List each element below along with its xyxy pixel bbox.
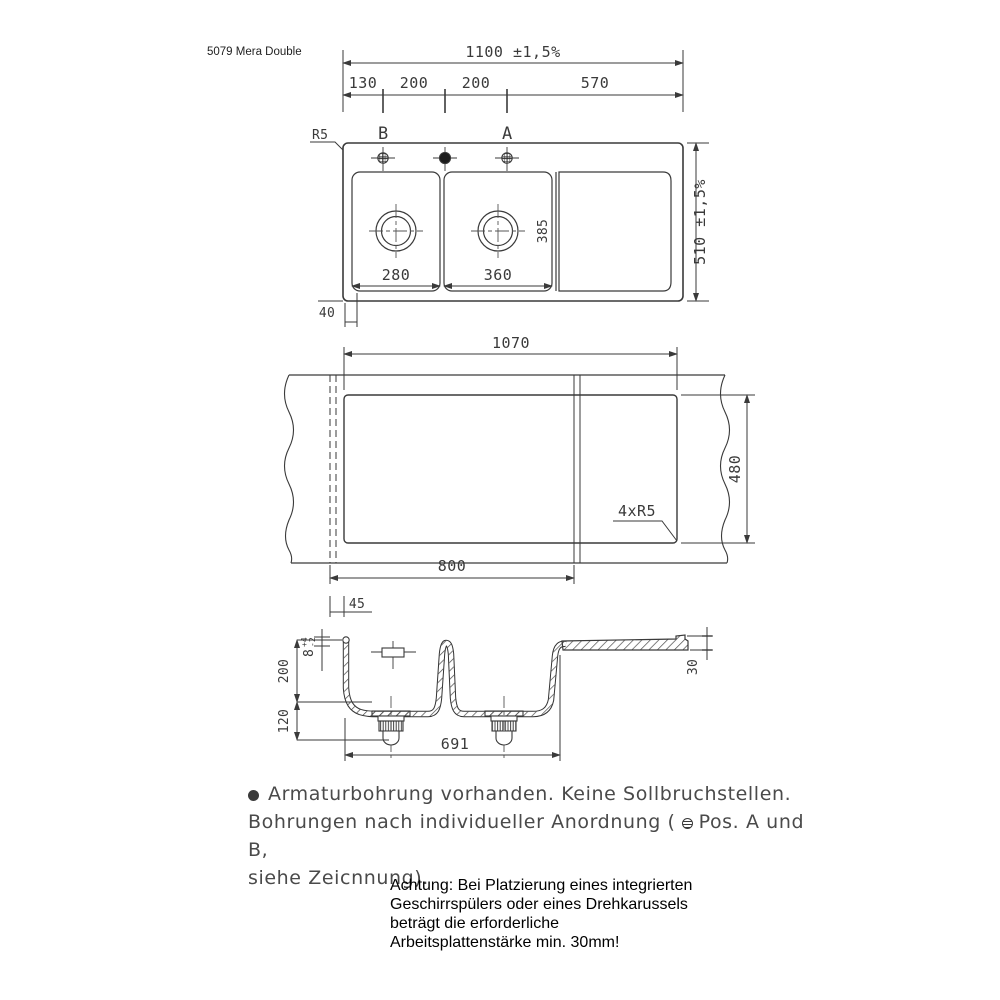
dim-overall-width-label: 1100 ±1,5%	[465, 43, 561, 61]
cutout-view	[285, 334, 756, 617]
top-view	[310, 43, 709, 327]
notes-line2-post: Pos. A und B,	[248, 811, 805, 861]
dim-rim-height-labels	[300, 637, 317, 657]
hole-a-label: A	[502, 124, 513, 144]
warning-line1: Achtung: Bei Platzierung eines integrierten	[390, 877, 693, 894]
joint-lines	[574, 375, 580, 563]
section-drain-1	[372, 696, 410, 758]
dim-rim-height-label: 8	[302, 648, 317, 657]
dim-overall-depth-label: 510 ±1,5%	[691, 179, 709, 265]
dim-bowl1-width-label: 280	[381, 266, 411, 284]
break-line-left	[285, 375, 294, 563]
warning-line4: Arbeitsplattenstärke min. 30mm!	[390, 934, 620, 951]
filled-circle-icon	[248, 790, 259, 801]
dim-rim-tol-minus: -2	[308, 637, 317, 647]
dim-chain	[343, 89, 683, 113]
dim-chain-200a: 200	[399, 74, 429, 92]
dim-chain-570: 570	[580, 74, 610, 92]
drainboard-outline	[559, 172, 671, 291]
dim-bowl2-width-label: 360	[483, 266, 513, 284]
tap-hole-b	[371, 147, 395, 171]
notes-line1	[248, 780, 808, 808]
dim-cutout-width	[344, 347, 677, 390]
section-wall	[343, 637, 566, 714]
worktop-edges	[289, 375, 727, 563]
dim-bowl-depth-label: 385	[536, 218, 551, 244]
dim-bowl-span-label: 691	[440, 735, 470, 753]
section-drainer-slab	[562, 635, 688, 650]
corner-radius-leader	[613, 521, 677, 541]
dim-chain-200b: 200	[461, 74, 491, 92]
hidden-edge-lines	[330, 375, 336, 563]
corner-radius-label: 4xR5	[617, 502, 657, 520]
dim-drain-height-label: 120	[277, 708, 292, 734]
product-label: 5079 Mera Double	[207, 46, 302, 58]
dim-cutout-width-label: 1070	[491, 334, 531, 352]
notes-line2-pre: Bohrungen nach individueller Anordnung (	[248, 811, 676, 833]
tap-hole-center	[433, 147, 457, 171]
bowl1-drain	[369, 204, 423, 258]
warning-line2: Geschirrspülers oder eines Drehkarussels	[390, 896, 688, 913]
section-drain-2	[485, 696, 523, 758]
notes-line3: siehe Zeicnnung).	[248, 867, 429, 889]
notes-line2	[248, 808, 808, 864]
warning-block	[390, 876, 720, 952]
dim-rim-tol-plus: +4	[300, 637, 309, 647]
hole-b-label: B	[378, 124, 389, 144]
dim-cutout-depth-label: 480	[726, 454, 744, 484]
bowl2-drain	[471, 204, 525, 258]
dim-chain-130: 130	[348, 74, 378, 92]
warning-line3: beträgt die erforderliche	[390, 915, 559, 932]
radius-r5-label: R5	[312, 128, 329, 143]
dim-drainer-thickness	[687, 627, 713, 660]
dim-edge-offset-label: 45	[348, 597, 366, 612]
dim-zone-width-label: 800	[437, 557, 467, 575]
notes-line1-text: Armaturbohrung vorhanden. Keine Sollbruchstellen.	[268, 783, 792, 805]
dim-drain-height	[297, 702, 389, 740]
dim-drainer-thickness-label: 30	[686, 658, 701, 676]
dim-section-depth-label: 200	[277, 658, 292, 684]
hatched-circle-icon	[682, 818, 693, 829]
tap-hole-a	[495, 147, 519, 171]
dim-rim-offset-label: 40	[318, 306, 336, 321]
section-view	[277, 627, 713, 761]
radius-r5-leader	[310, 142, 343, 150]
section-tap-hole	[371, 641, 416, 669]
